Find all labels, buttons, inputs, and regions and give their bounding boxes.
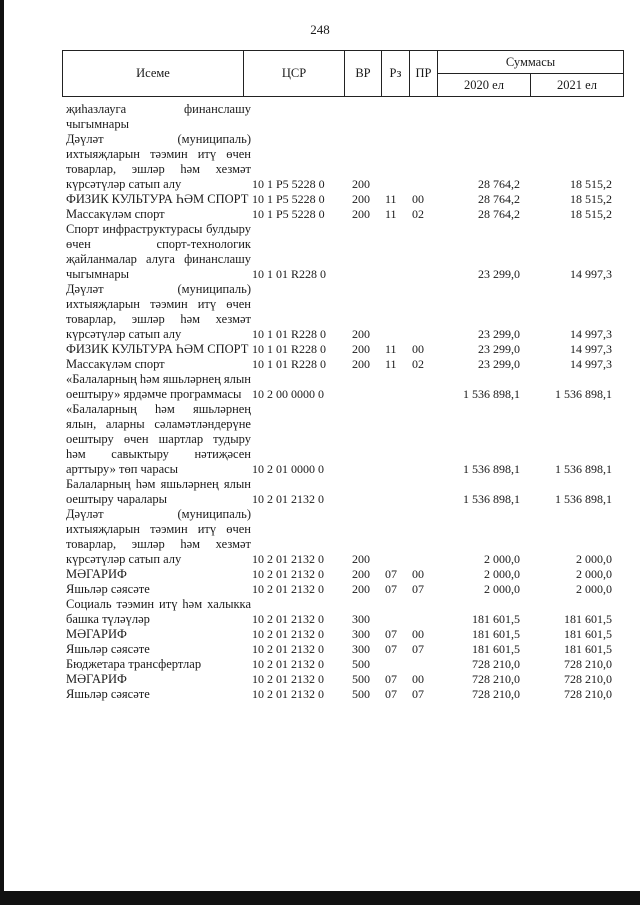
row-2020: 28 764,2 bbox=[478, 177, 520, 191]
table-row bbox=[62, 627, 620, 642]
row-2021: 18 515,2 bbox=[570, 192, 612, 206]
row-rz: 11 bbox=[385, 342, 397, 356]
row-vr: 200 bbox=[352, 567, 370, 581]
row-2021: 181 601,5 bbox=[564, 627, 612, 641]
table-row bbox=[62, 687, 620, 702]
row-name: МӘГАРИФ bbox=[66, 672, 127, 686]
row-rz: 07 bbox=[385, 687, 397, 701]
row-csr: 10 2 01 2132 0 bbox=[252, 567, 324, 581]
row-csr: 10 2 01 2132 0 bbox=[252, 492, 324, 506]
header-vr: ВР bbox=[345, 51, 382, 97]
row-name: МӘГАРИФ bbox=[66, 567, 127, 581]
row-2021: 1 536 898,1 bbox=[555, 492, 612, 506]
row-name: Спорт инфраструктурасы булдыру өчен спорт-технологик җайланмалар алуга финанслашу чыгымнары bbox=[66, 222, 251, 281]
row-pr: 02 bbox=[412, 207, 424, 221]
row-pr: 07 bbox=[412, 642, 424, 656]
table-row bbox=[62, 567, 620, 582]
row-csr: 10 1 P5 5228 0 bbox=[252, 192, 325, 206]
row-name: Дәүләт (муниципаль) ихтыяҗларын тәэмин итү өчен товарлар, эшләр һәм хезмәт күрсәтүләр сатып алу bbox=[66, 507, 251, 566]
row-pr: 07 bbox=[412, 687, 424, 701]
row-vr: 500 bbox=[352, 657, 370, 671]
row-vr: 200 bbox=[352, 327, 370, 341]
row-name: Массакүләм спорт bbox=[66, 207, 165, 221]
row-2020: 23 299,0 bbox=[478, 327, 520, 341]
row-csr: 10 2 01 2132 0 bbox=[252, 582, 324, 596]
page-number: 248 bbox=[310, 22, 330, 37]
row-2020: 181 601,5 bbox=[472, 642, 520, 656]
row-pr: 00 bbox=[412, 342, 424, 356]
row-2020: 728 210,0 bbox=[472, 687, 520, 701]
row-csr: 10 1 P5 5228 0 bbox=[252, 207, 325, 221]
table-row bbox=[62, 372, 620, 402]
table-row bbox=[62, 477, 620, 507]
header-rz: Рз bbox=[382, 51, 410, 97]
row-rz: 11 bbox=[385, 192, 397, 206]
row-2021: 728 210,0 bbox=[564, 657, 612, 671]
row-vr: 200 bbox=[352, 192, 370, 206]
row-2020: 28 764,2 bbox=[478, 192, 520, 206]
row-csr: 10 2 01 2132 0 bbox=[252, 627, 324, 641]
row-name: ФИЗИК КУЛЬТУРА ҺӘМ СПОРТ bbox=[66, 192, 249, 206]
table-row bbox=[62, 657, 620, 672]
row-pr: 00 bbox=[412, 627, 424, 641]
table-row bbox=[62, 222, 620, 282]
row-2020: 181 601,5 bbox=[472, 627, 520, 641]
row-name: Яшьләр сәясәте bbox=[66, 642, 150, 656]
table-row bbox=[62, 282, 620, 342]
table-row bbox=[62, 582, 620, 597]
row-vr: 200 bbox=[352, 357, 370, 371]
row-name: Яшьләр сәясәте bbox=[66, 687, 150, 701]
row-2020: 2 000,0 bbox=[484, 552, 520, 566]
row-csr: 10 2 01 2132 0 bbox=[252, 612, 324, 626]
table-row bbox=[62, 207, 620, 222]
row-csr: 10 1 01 R228 0 bbox=[252, 357, 327, 371]
row-2020: 2 000,0 bbox=[484, 567, 520, 581]
row-2020: 23 299,0 bbox=[478, 342, 520, 356]
header-year-2021: 2021 ел bbox=[531, 74, 624, 97]
row-2021: 2 000,0 bbox=[576, 567, 612, 581]
row-name: МӘГАРИФ bbox=[66, 627, 127, 641]
table-row bbox=[62, 672, 620, 687]
row-vr: 300 bbox=[352, 627, 370, 641]
header-name: Исеме bbox=[63, 51, 244, 97]
row-2020: 1 536 898,1 bbox=[463, 462, 520, 476]
header-year-2020: 2020 ел bbox=[438, 74, 531, 97]
row-2021: 18 515,2 bbox=[570, 177, 612, 191]
row-2021: 2 000,0 bbox=[576, 582, 612, 596]
row-vr: 200 bbox=[352, 177, 370, 191]
row-name: Балаларның һәм яшьләрнең ялын оештыру чаралары bbox=[66, 477, 251, 506]
table-row bbox=[62, 507, 620, 567]
row-2021: 14 997,3 bbox=[570, 357, 612, 371]
row-rz: 07 bbox=[385, 627, 397, 641]
row-csr: 10 2 00 0000 0 bbox=[252, 387, 324, 401]
row-vr: 200 bbox=[352, 342, 370, 356]
row-csr: 10 2 01 2132 0 bbox=[252, 642, 324, 656]
row-name: ФИЗИК КУЛЬТУРА ҺӘМ СПОРТ bbox=[66, 342, 249, 356]
row-name: Социаль тәэмин итү һәм халыкка башка түләүләр bbox=[66, 597, 251, 626]
header-sum: Суммасы bbox=[438, 51, 624, 74]
row-pr: 00 bbox=[412, 672, 424, 686]
row-2021: 728 210,0 bbox=[564, 687, 612, 701]
table-row bbox=[62, 357, 620, 372]
scan-edge-left bbox=[0, 0, 4, 905]
row-2021: 14 997,3 bbox=[570, 327, 612, 341]
row-2021: 14 997,3 bbox=[570, 267, 612, 281]
table-header bbox=[62, 50, 624, 97]
row-2021: 1 536 898,1 bbox=[555, 462, 612, 476]
row-pr: 02 bbox=[412, 357, 424, 371]
table-row bbox=[62, 132, 620, 192]
row-vr: 300 bbox=[352, 642, 370, 656]
row-name: Дәүләт (муниципаль) ихтыяҗларын тәэмин итү өчен товарлар, эшләр һәм хезмәт күрсәтүләр сатып алу bbox=[66, 282, 251, 341]
row-vr: 500 bbox=[352, 687, 370, 701]
row-rz: 07 bbox=[385, 567, 397, 581]
row-2020: 23 299,0 bbox=[478, 267, 520, 281]
row-csr: 10 1 01 R228 0 bbox=[252, 267, 327, 281]
table-row bbox=[62, 642, 620, 657]
row-rz: 11 bbox=[385, 357, 397, 371]
row-rz: 07 bbox=[385, 642, 397, 656]
row-2020: 181 601,5 bbox=[472, 612, 520, 626]
row-csr: 10 2 01 2132 0 bbox=[252, 672, 324, 686]
table-row bbox=[62, 597, 620, 627]
row-2021: 18 515,2 bbox=[570, 207, 612, 221]
row-csr: 10 2 01 2132 0 bbox=[252, 552, 324, 566]
row-2020: 1 536 898,1 bbox=[463, 387, 520, 401]
row-csr: 10 2 01 2132 0 bbox=[252, 687, 324, 701]
table-row bbox=[62, 192, 620, 207]
header-csr: ЦСР bbox=[244, 51, 345, 97]
row-name: «Балаларның һәм яшьләрнең ялын, аларны сәламәтләндерүне оештыру өчен шартлар тудыру һәм савыктыру нәтиҗәсен арттыру» төп чарасы bbox=[66, 402, 251, 476]
row-2021: 181 601,5 bbox=[564, 612, 612, 626]
row-2021: 181 601,5 bbox=[564, 642, 612, 656]
row-csr: 10 2 01 0000 0 bbox=[252, 462, 324, 476]
row-2021: 2 000,0 bbox=[576, 552, 612, 566]
scan-edge-bottom bbox=[0, 891, 640, 905]
row-csr: 10 1 P5 5228 0 bbox=[252, 177, 325, 191]
table-row bbox=[62, 342, 620, 357]
row-2020: 1 536 898,1 bbox=[463, 492, 520, 506]
table-row bbox=[62, 102, 620, 132]
row-2020: 28 764,2 bbox=[478, 207, 520, 221]
row-2021: 14 997,3 bbox=[570, 342, 612, 356]
row-name: җиһазлауга финанслашу чыгымнары bbox=[66, 102, 251, 131]
row-rz: 11 bbox=[385, 207, 397, 221]
row-vr: 200 bbox=[352, 582, 370, 596]
row-rz: 07 bbox=[385, 582, 397, 596]
row-2020: 23 299,0 bbox=[478, 357, 520, 371]
row-pr: 07 bbox=[412, 582, 424, 596]
row-name: «Балаларның һәм яшьләрнең ялын оештыру» ярдәмче программасы bbox=[66, 372, 251, 401]
row-csr: 10 1 01 R228 0 bbox=[252, 327, 327, 341]
table-row bbox=[62, 402, 620, 477]
row-2021: 1 536 898,1 bbox=[555, 387, 612, 401]
row-name: Бюджетара трансфертлар bbox=[66, 657, 202, 671]
header-pr: ПР bbox=[410, 51, 438, 97]
row-csr: 10 2 01 2132 0 bbox=[252, 657, 324, 671]
budget-table-body bbox=[62, 102, 620, 702]
row-vr: 200 bbox=[352, 552, 370, 566]
row-2020: 728 210,0 bbox=[472, 657, 520, 671]
row-name: Массакүләм спорт bbox=[66, 357, 165, 371]
row-csr: 10 1 01 R228 0 bbox=[252, 342, 327, 356]
row-2021: 728 210,0 bbox=[564, 672, 612, 686]
row-2020: 728 210,0 bbox=[472, 672, 520, 686]
row-2020: 2 000,0 bbox=[484, 582, 520, 596]
row-rz: 07 bbox=[385, 672, 397, 686]
row-pr: 00 bbox=[412, 567, 424, 581]
row-vr: 500 bbox=[352, 672, 370, 686]
row-vr: 200 bbox=[352, 207, 370, 221]
row-vr: 300 bbox=[352, 612, 370, 626]
row-name: Дәүләт (муниципаль) ихтыяҗларын тәэмин итү өчен товарлар, эшләр һәм хезмәт күрсәтүләр сатып алу bbox=[66, 132, 251, 191]
row-name: Яшьләр сәясәте bbox=[66, 582, 150, 596]
row-pr: 00 bbox=[412, 192, 424, 206]
